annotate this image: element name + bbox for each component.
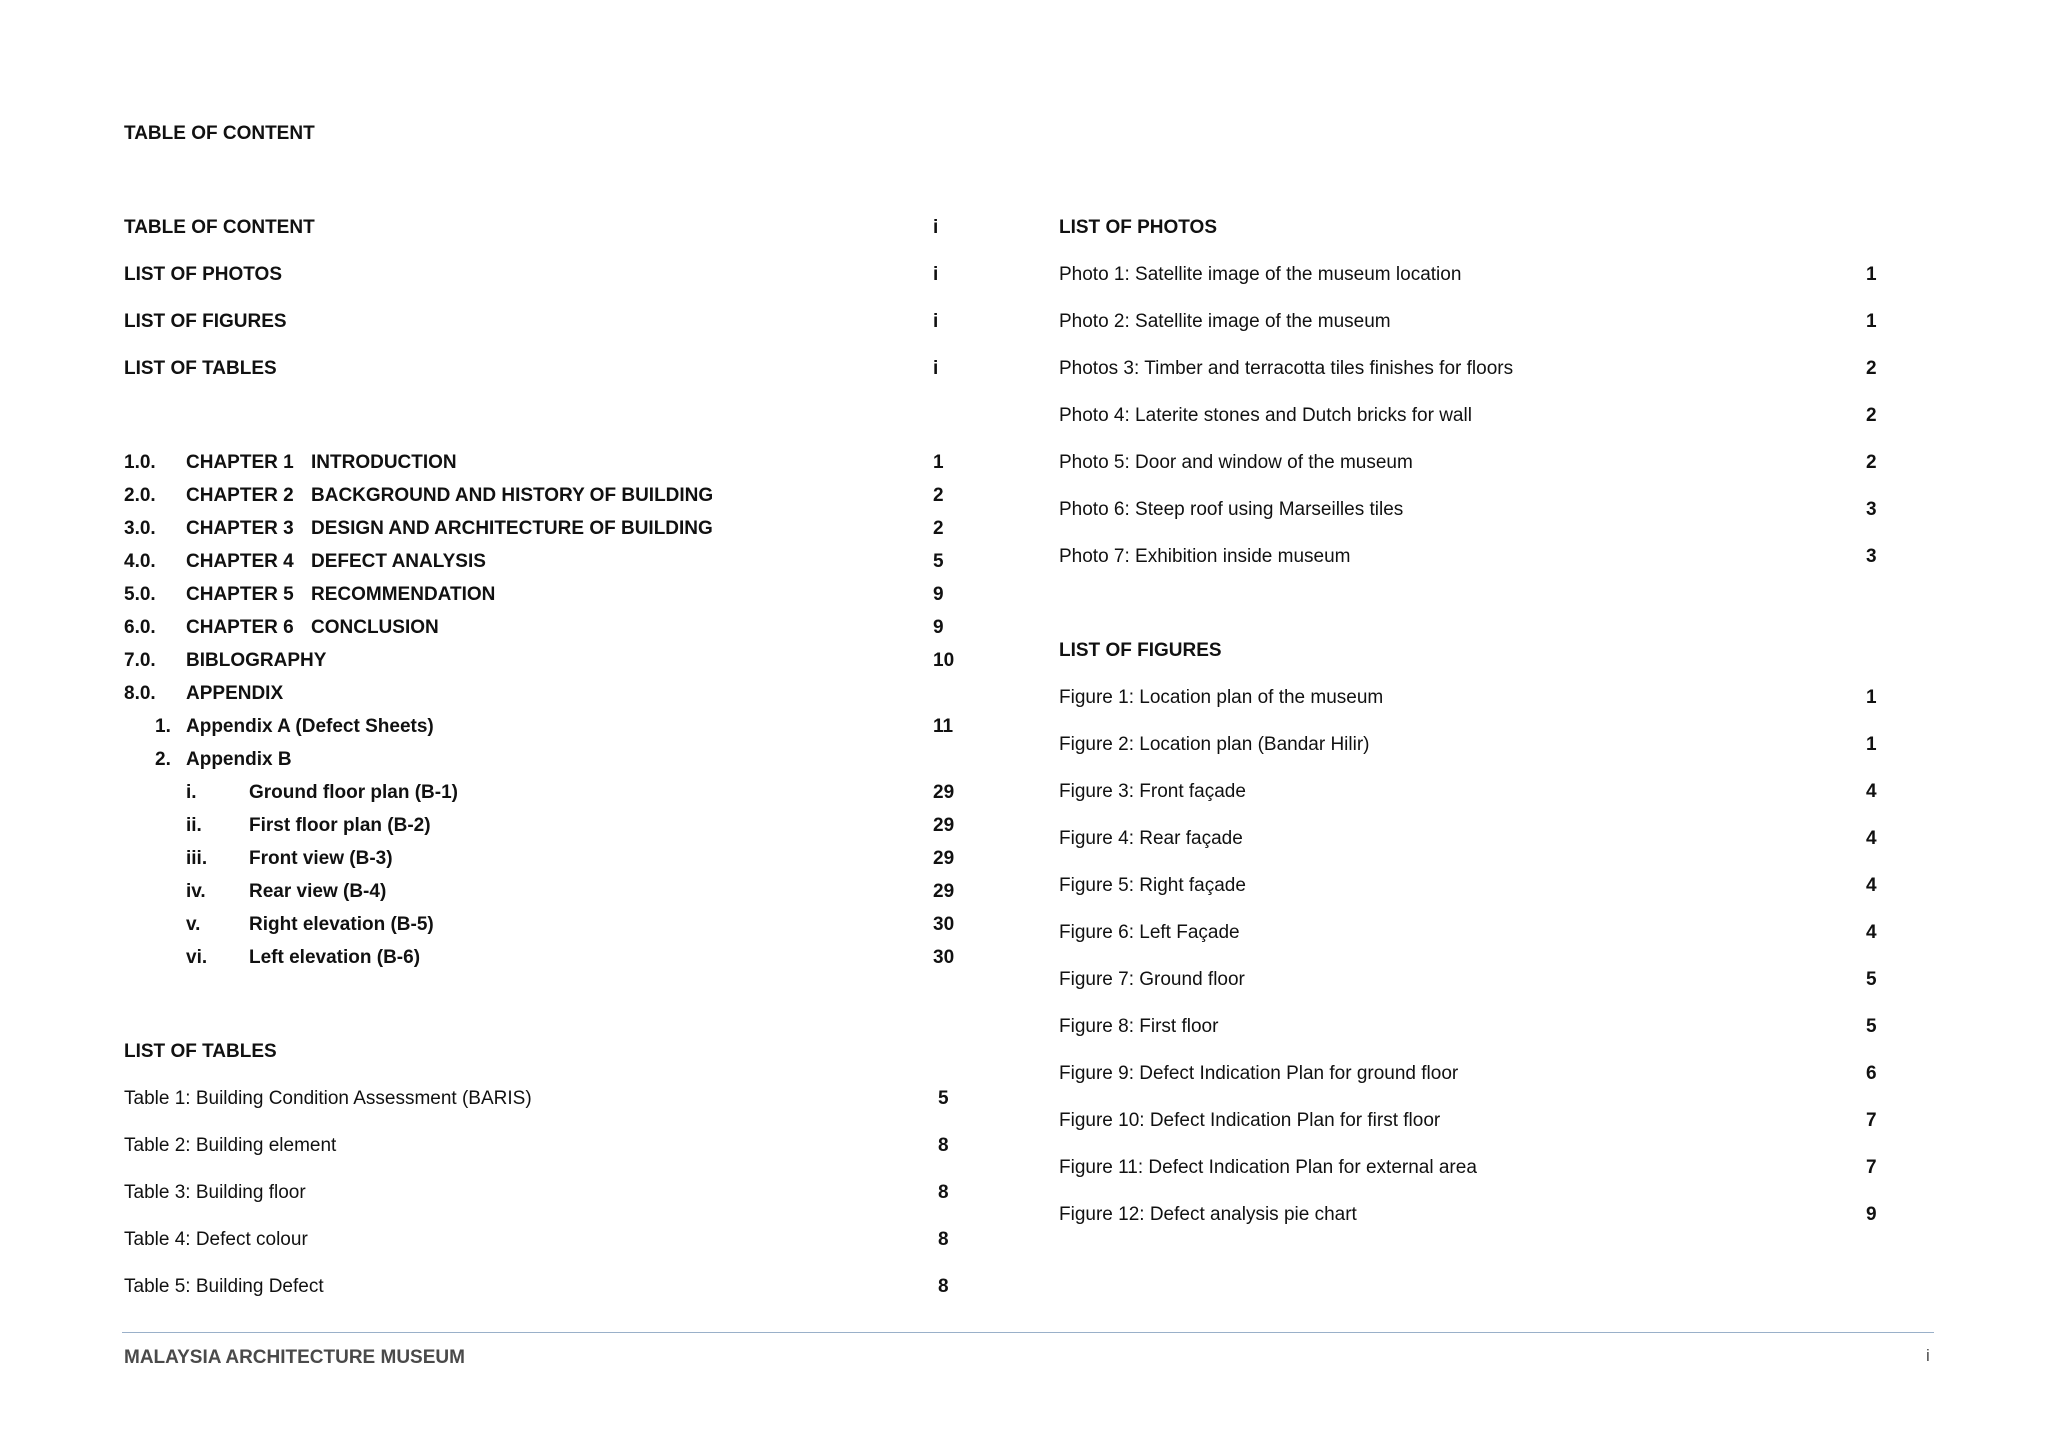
chapter-label: CHAPTER 6 xyxy=(186,617,294,638)
appendix-number: 8.0. xyxy=(124,683,156,704)
chapter-page: 9 xyxy=(933,617,944,638)
figure-entry[interactable] xyxy=(0,1015,2048,1039)
tables-heading: LIST OF TABLES xyxy=(124,1041,277,1062)
chapter-title: DEFECT ANALYSIS xyxy=(311,551,486,572)
photo-entry-label: Photos 3: Timber and terracotta tiles finishes for floors xyxy=(1059,358,1514,379)
appendix-b-item-title: Right elevation (B-5) xyxy=(249,914,434,935)
appendix-b-item-number: i. xyxy=(186,782,197,803)
figure-entry[interactable] xyxy=(0,921,2048,945)
table-entry-page: 8 xyxy=(938,1276,949,1297)
figure-entry-label: Figure 8: First floor xyxy=(1059,1016,1219,1037)
photo-entry-label: Photo 4: Laterite stones and Dutch bricks for wall xyxy=(1059,405,1472,426)
figure-entry[interactable] xyxy=(0,1203,2048,1227)
figure-entry-label: Figure 6: Left Façade xyxy=(1059,922,1240,943)
photos-heading: LIST OF PHOTOS xyxy=(1059,217,1217,238)
chapter-entry[interactable] xyxy=(0,616,2048,640)
table-entry-label: Table 3: Building floor xyxy=(124,1182,306,1203)
figure-entry-label: Figure 1: Location plan of the museum xyxy=(1059,687,1384,708)
photo-entry-label: Photo 2: Satellite image of the museum xyxy=(1059,311,1391,332)
chapter-page: 1 xyxy=(933,452,944,473)
figure-entry[interactable] xyxy=(0,1156,2048,1180)
appendix-b-item[interactable] xyxy=(0,946,2048,970)
appendix-b-item-title: Front view (B-3) xyxy=(249,848,393,869)
footer-page-number: i xyxy=(1926,1346,1930,1365)
appendix-b-item-number: iii. xyxy=(186,848,208,869)
table-entry[interactable] xyxy=(0,1087,2048,1111)
chapter-number: 6.0. xyxy=(124,617,156,638)
figure-entry[interactable] xyxy=(0,1109,2048,1133)
appendix-b-item-number: ii. xyxy=(186,815,202,836)
table-entry-page: 8 xyxy=(938,1182,949,1203)
photo-entry-page: 1 xyxy=(1866,311,1877,332)
figure-entry[interactable] xyxy=(0,968,2048,992)
figure-entry-page: 6 xyxy=(1866,1063,1877,1084)
toc-entry-label: LIST OF FIGURES xyxy=(124,311,287,332)
chapter-label: CHAPTER 1 xyxy=(186,452,294,473)
appendix-b-title: Appendix B xyxy=(186,749,292,770)
chapter-page: 5 xyxy=(933,551,944,572)
appendix-b-item-page: 30 xyxy=(933,947,955,968)
table-entry-label: Table 5: Building Defect xyxy=(124,1276,324,1297)
photo-entry-page: 2 xyxy=(1866,405,1877,426)
figure-entry-label: Figure 10: Defect Indication Plan for first floor xyxy=(1059,1110,1441,1131)
photo-entry[interactable] xyxy=(0,498,2048,522)
figure-entry[interactable] xyxy=(0,733,2048,757)
appendix-b-item-page: 29 xyxy=(933,815,955,836)
photo-entry[interactable] xyxy=(0,263,2048,287)
table-entry-page: 8 xyxy=(938,1229,949,1250)
figure-entry[interactable] xyxy=(0,874,2048,898)
appendix-b-number: 2. xyxy=(155,749,171,770)
photo-entry[interactable] xyxy=(0,310,2048,334)
appendix-b-item-page: 29 xyxy=(933,848,955,869)
appendix-b-item-page: 30 xyxy=(933,914,955,935)
figure-entry-page: 4 xyxy=(1866,875,1877,896)
appendix-a-number: 1. xyxy=(155,716,171,737)
figure-entry[interactable] xyxy=(0,780,2048,804)
chapter-page: 2 xyxy=(933,485,944,506)
figure-entry-page: 9 xyxy=(1866,1204,1877,1225)
table-entry[interactable] xyxy=(0,1275,2048,1299)
chapter-number: 3.0. xyxy=(124,518,156,539)
appendix-b-item-title: Ground floor plan (B-1) xyxy=(249,782,458,803)
appendix-b-item-title: Left elevation (B-6) xyxy=(249,947,421,968)
figure-entry-label: Figure 9: Defect Indication Plan for ground floor xyxy=(1059,1063,1459,1084)
photo-entry-page: 3 xyxy=(1866,546,1877,567)
appendix-b-item-number: iv. xyxy=(186,881,206,902)
toc-entry-label: TABLE OF CONTENT xyxy=(124,217,315,238)
photo-entry-page: 3 xyxy=(1866,499,1877,520)
figure-entry-page: 1 xyxy=(1866,734,1877,755)
bibliography-title: BIBLOGRAPHY xyxy=(186,650,327,671)
chapter-page: 9 xyxy=(933,584,944,605)
table-entry-label: Table 4: Defect colour xyxy=(124,1229,308,1250)
photo-entry-page: 1 xyxy=(1866,264,1877,285)
chapter-number: 1.0. xyxy=(124,452,156,473)
photo-entry[interactable] xyxy=(0,404,2048,428)
appendix-a-page: 11 xyxy=(933,716,954,737)
photo-entry-page: 2 xyxy=(1866,358,1877,379)
footer-title: MALAYSIA ARCHITECTURE MUSEUM xyxy=(124,1347,465,1368)
chapter-page: 2 xyxy=(933,518,944,539)
figure-entry-label: Figure 11: Defect Indication Plan for external area xyxy=(1059,1157,1477,1178)
appendix-title: APPENDIX xyxy=(186,683,284,704)
footer-divider xyxy=(122,1332,1934,1333)
photo-entry[interactable] xyxy=(0,545,2048,569)
chapter-title: INTRODUCTION xyxy=(311,452,457,473)
table-entry-page: 5 xyxy=(938,1088,949,1109)
figure-entry-page: 4 xyxy=(1866,922,1877,943)
chapter-number: 2.0. xyxy=(124,485,156,506)
chapter-title: BACKGROUND AND HISTORY OF BUILDING xyxy=(311,485,714,506)
chapter-number: 5.0. xyxy=(124,584,156,605)
appendix-b-item-number: vi. xyxy=(186,947,208,968)
appendix-b-item-title: Rear view (B-4) xyxy=(249,881,387,902)
chapter-title: CONCLUSION xyxy=(311,617,439,638)
figure-entry-page: 7 xyxy=(1866,1157,1877,1178)
photo-entry-page: 2 xyxy=(1866,452,1877,473)
toc-entry-page: i xyxy=(933,311,939,332)
photo-entry-label: Photo 6: Steep roof using Marseilles tiles xyxy=(1059,499,1404,520)
chapter-label: CHAPTER 2 xyxy=(186,485,294,506)
figure-entry-page: 5 xyxy=(1866,1016,1877,1037)
chapter-label: CHAPTER 3 xyxy=(186,518,294,539)
appendix-a-title: Appendix A (Defect Sheets) xyxy=(186,716,434,737)
photo-entry-label: Photo 1: Satellite image of the museum location xyxy=(1059,264,1462,285)
toc-entry-page: i xyxy=(933,358,939,379)
toc-entry-label: LIST OF TABLES xyxy=(124,358,277,379)
page-title: TABLE OF CONTENT xyxy=(124,123,315,144)
table-entry-page: 8 xyxy=(938,1135,949,1156)
figure-entry-label: Figure 5: Right façade xyxy=(1059,875,1246,896)
bibliography-page: 10 xyxy=(933,650,955,671)
figure-entry-label: Figure 3: Front façade xyxy=(1059,781,1246,802)
table-entry[interactable] xyxy=(0,1134,2048,1158)
bibliography-entry[interactable] xyxy=(0,649,2048,673)
chapter-number: 4.0. xyxy=(124,551,156,572)
figure-entry-page: 4 xyxy=(1866,781,1877,802)
table-entry-label: Table 1: Building Condition Assessment (BARIS) xyxy=(124,1088,532,1109)
appendix-b-item-title: First floor plan (B-2) xyxy=(249,815,431,836)
appendix-b-item-number: v. xyxy=(186,914,201,935)
figure-entry[interactable] xyxy=(0,686,2048,710)
figure-entry-label: Figure 4: Rear façade xyxy=(1059,828,1243,849)
figures-heading: LIST OF FIGURES xyxy=(1059,640,1222,661)
table-entry-label: Table 2: Building element xyxy=(124,1135,337,1156)
figure-entry[interactable] xyxy=(0,1062,2048,1086)
figure-entry-page: 5 xyxy=(1866,969,1877,990)
photo-entry[interactable] xyxy=(0,357,2048,381)
photo-entry-label: Photo 7: Exhibition inside museum xyxy=(1059,546,1351,567)
chapter-label: CHAPTER 4 xyxy=(186,551,294,572)
table-entry[interactable] xyxy=(0,1228,2048,1252)
figure-entry-label: Figure 7: Ground floor xyxy=(1059,969,1245,990)
table-entry[interactable] xyxy=(0,1181,2048,1205)
bibliography-number: 7.0. xyxy=(124,650,156,671)
figure-entry[interactable] xyxy=(0,827,2048,851)
chapter-title: RECOMMENDATION xyxy=(311,584,496,605)
chapter-title: DESIGN AND ARCHITECTURE OF BUILDING xyxy=(311,518,713,539)
photo-entry-label: Photo 5: Door and window of the museum xyxy=(1059,452,1413,473)
toc-entry-page: i xyxy=(933,217,939,238)
chapter-entry[interactable] xyxy=(0,583,2048,607)
figure-entry-label: Figure 12: Defect analysis pie chart xyxy=(1059,1204,1357,1225)
toc-entry[interactable] xyxy=(0,216,2048,240)
figure-entry-page: 7 xyxy=(1866,1110,1877,1131)
toc-entry-label: LIST OF PHOTOS xyxy=(124,264,282,285)
toc-entry-page: i xyxy=(933,264,939,285)
appendix-b-item-page: 29 xyxy=(933,782,955,803)
appendix-b-item-page: 29 xyxy=(933,881,955,902)
chapter-label: CHAPTER 5 xyxy=(186,584,294,605)
photo-entry[interactable] xyxy=(0,451,2048,475)
figure-entry-page: 1 xyxy=(1866,687,1877,708)
figure-entry-page: 4 xyxy=(1866,828,1877,849)
figure-entry-label: Figure 2: Location plan (Bandar Hilir) xyxy=(1059,734,1370,755)
